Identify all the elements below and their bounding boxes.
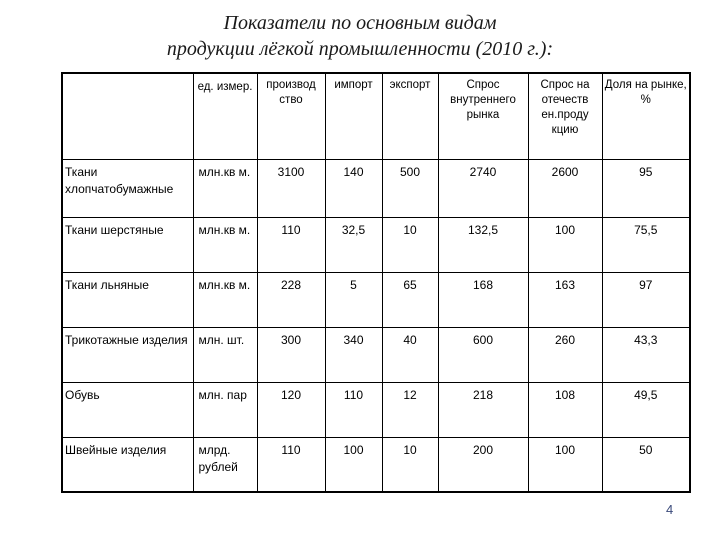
unit-cell: млн.кв м. <box>193 217 257 272</box>
table-row <box>62 382 690 437</box>
market-share-cell: 43,3 <box>602 327 690 382</box>
unit-cell: млн.кв м. <box>193 272 257 327</box>
domestic-demand-cell: 218 <box>438 382 528 437</box>
table-row <box>62 327 690 382</box>
market-share-cell: 50 <box>602 437 690 492</box>
export-cell: 10 <box>382 217 438 272</box>
export-cell: 40 <box>382 327 438 382</box>
import-cell: 110 <box>325 382 382 437</box>
export-cell: 500 <box>382 159 438 217</box>
export-cell: 65 <box>382 272 438 327</box>
domestic-demand-cell: 2740 <box>438 159 528 217</box>
header-cell-domestic-demand: Спрос внутреннего рынка <box>438 73 528 159</box>
national-demand-cell: 2600 <box>528 159 602 217</box>
import-cell: 32,5 <box>325 217 382 272</box>
import-cell: 340 <box>325 327 382 382</box>
import-cell: 5 <box>325 272 382 327</box>
national-demand-cell: 100 <box>528 437 602 492</box>
national-demand-cell: 108 <box>528 382 602 437</box>
product-name: Ткани хлопчатобумажные <box>62 159 193 217</box>
market-share-cell: 97 <box>602 272 690 327</box>
product-name: Обувь <box>62 382 193 437</box>
title-line-2: продукции лёгкой промышленности (2010 г.): <box>166 38 554 60</box>
export-cell: 10 <box>382 437 438 492</box>
national-demand-cell: 100 <box>528 217 602 272</box>
production-table <box>61 72 691 493</box>
table-row <box>62 272 690 327</box>
import-cell: 140 <box>325 159 382 217</box>
unit-cell: млрд. рублей <box>193 437 257 492</box>
header-cell-market-share: Доля на рынке, % <box>602 73 690 159</box>
slide-title <box>0 10 720 62</box>
product-name: Ткани льняные <box>62 272 193 327</box>
title-line-1: Показатели по основным видам <box>223 12 497 34</box>
national-demand-cell: 163 <box>528 272 602 327</box>
product-name: Ткани шерстяные <box>62 217 193 272</box>
table-header-row <box>62 73 690 159</box>
unit-cell: млн. шт. <box>193 327 257 382</box>
import-cell: 100 <box>325 437 382 492</box>
table-row <box>62 217 690 272</box>
production-cell: 110 <box>257 217 325 272</box>
market-share-cell: 75,5 <box>602 217 690 272</box>
market-share-cell: 49,5 <box>602 382 690 437</box>
table-row <box>62 159 690 217</box>
header-cell-export: экспорт <box>382 73 438 159</box>
production-cell: 228 <box>257 272 325 327</box>
national-demand-cell: 260 <box>528 327 602 382</box>
domestic-demand-cell: 600 <box>438 327 528 382</box>
domestic-demand-cell: 168 <box>438 272 528 327</box>
production-cell: 120 <box>257 382 325 437</box>
header-cell-national-demand: Спрос на отечеств ен.проду кцию <box>528 73 602 159</box>
production-cell: 3100 <box>257 159 325 217</box>
product-name: Швейные изделия <box>62 437 193 492</box>
domestic-demand-cell: 200 <box>438 437 528 492</box>
production-cell: 300 <box>257 327 325 382</box>
production-cell: 110 <box>257 437 325 492</box>
export-cell: 12 <box>382 382 438 437</box>
unit-cell: млн. пар <box>193 382 257 437</box>
header-cell-production: производ ство <box>257 73 325 159</box>
header-cell-unit: ед. измер. <box>193 73 257 159</box>
unit-cell: млн.кв м. <box>193 159 257 217</box>
domestic-demand-cell: 132,5 <box>438 217 528 272</box>
product-name: Трикотажные изделия <box>62 327 193 382</box>
market-share-cell: 95 <box>602 159 690 217</box>
table-row <box>62 437 690 492</box>
page-number: 4 <box>666 502 674 517</box>
header-cell-empty <box>62 73 193 159</box>
header-cell-import: импорт <box>325 73 382 159</box>
